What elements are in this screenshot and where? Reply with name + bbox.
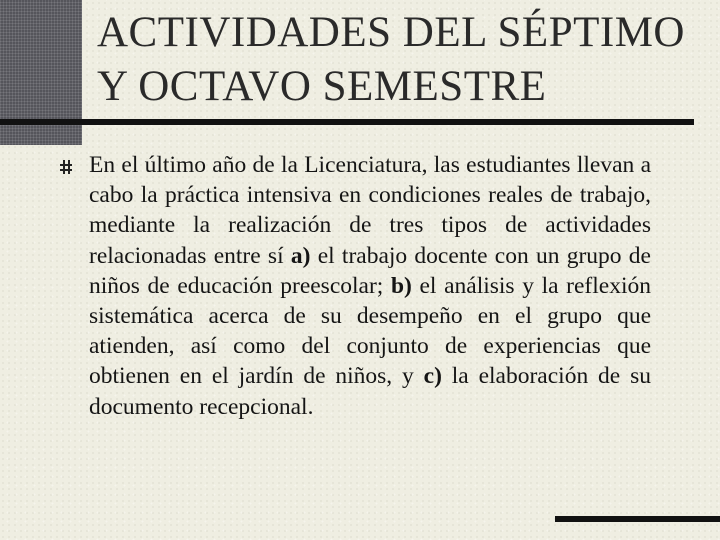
title-line-2: Y OCTAVO SEMESTRE (97, 63, 547, 110)
bullet-text-item-c: la elaboración de su documento recepcional. (89, 363, 651, 420)
marker-c: c) (423, 363, 442, 390)
marker-b: b) (390, 272, 412, 299)
bullet-text-item-b: el análisis y la reflexión sistemática acerca de su desempeño en el grupo que atienden, así como del conjunto de experiencias que obtienen en el jardín de niños, y (89, 272, 651, 390)
bullet-text-item-a: el trabajo docente con un grupo de niños de educación preescolar; (89, 242, 651, 299)
bullet-text (89, 150, 651, 422)
slide-title (97, 6, 707, 114)
hash-bullet-icon (60, 160, 72, 174)
title-line-1: ACTIVIDADES DEL SÉPTIMO (97, 9, 685, 56)
bottom-right-rule (555, 516, 720, 522)
bullet-text-intro: En el último año de la Licenciatura, las estudiantes llevan a cabo la práctica intensiva en condiciones reales de trabajo, mediante la realización de tres tipos de actividades relacionadas entre sí (89, 152, 651, 269)
title-underline-rule (0, 119, 694, 125)
marker-a: a) (290, 242, 311, 269)
